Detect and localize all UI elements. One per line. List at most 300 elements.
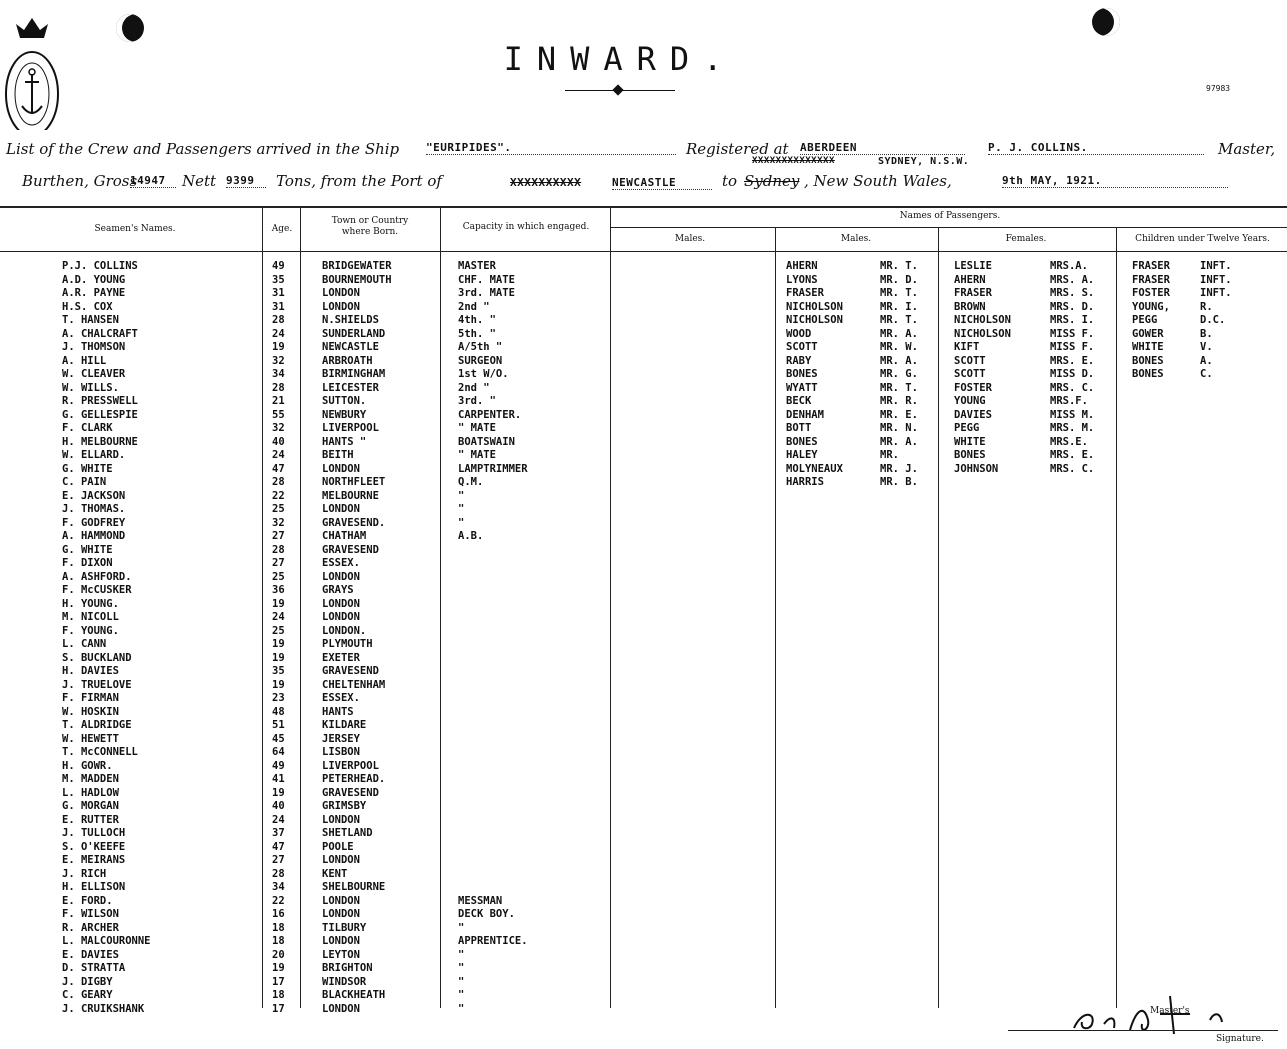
- male-passenger-title: MR. A.: [880, 435, 918, 448]
- crew-name: A. CHALCRAFT: [62, 327, 138, 340]
- crew-capacity: [458, 787, 528, 801]
- crew-age: 35: [272, 273, 285, 286]
- crew-name: W. ELLARD.: [62, 449, 126, 461]
- crew-town: ARBROATH: [322, 354, 373, 367]
- binding-hole-left-icon: [116, 14, 144, 42]
- crew-name: J. CRUIKSHANK: [62, 1002, 145, 1015]
- crew-name: W. CLEAVER: [62, 368, 126, 380]
- crew-capacity: [458, 625, 528, 639]
- crew-capacity: [458, 773, 528, 787]
- col-header-males-1: Males.: [674, 234, 706, 244]
- col-header-passengers: Names of Passengers.: [899, 211, 1001, 221]
- page-title: INWARD.: [503, 40, 737, 78]
- col-divider-age: [262, 208, 263, 1008]
- crew-age: 24: [272, 327, 285, 340]
- crew-capacity: ": [458, 921, 465, 934]
- child-passenger-title: R.: [1200, 300, 1213, 313]
- crew-name: E. DAVIES: [62, 948, 119, 961]
- crew-capacity: [458, 827, 528, 841]
- crew-town: BIRMINGHAM: [322, 368, 386, 380]
- to-label: to: [722, 172, 738, 190]
- crew-name: J. THOMAS.: [62, 503, 126, 515]
- crew-capacity: [458, 679, 528, 693]
- male-passenger-title: MR. T.: [880, 381, 918, 394]
- crew-capacity: [458, 571, 528, 585]
- crew-town: WINDSOR: [322, 975, 367, 988]
- col-divider-children: [1116, 227, 1117, 1008]
- crew-name: S. BUCKLAND: [62, 651, 132, 664]
- passenger-subheader-rule: [610, 227, 1287, 228]
- crew-town: NORTHFLEET: [322, 476, 386, 488]
- crew-town: LONDON: [322, 503, 360, 515]
- crew-ages-column: [272, 260, 285, 1016]
- crew-name: L. MALCOURONNE: [62, 935, 151, 947]
- crew-age: 19: [272, 678, 285, 691]
- crew-town: GRAVESEND: [322, 665, 379, 677]
- crew-town: BRIGHTON: [322, 962, 373, 974]
- crew-name: F. McCUSKER: [62, 584, 132, 596]
- male-passenger-title: MR. J.: [880, 462, 918, 475]
- binding-hole-right-icon: [1092, 8, 1120, 36]
- nett-tonnage: 9399: [226, 174, 266, 188]
- crew-name: J. RICH: [62, 867, 107, 880]
- male-passenger-title: MR. T.: [880, 287, 918, 299]
- crew-capacity: A/5th ": [458, 341, 503, 353]
- crew-name: T. McCONNELL: [62, 746, 138, 758]
- crew-capacity: [458, 841, 528, 855]
- crew-town: GRAYS: [322, 584, 354, 596]
- crew-name: L. CANN: [62, 638, 107, 650]
- crew-name: H.S. COX: [62, 300, 113, 313]
- crew-capacity: DECK BOY.: [458, 908, 515, 920]
- crew-town: BLACKHEATH: [322, 989, 386, 1001]
- crew-age: 28: [272, 314, 285, 326]
- crew-town: JERSEY: [322, 732, 360, 745]
- female-passenger-surname: BROWN: [954, 300, 986, 313]
- male-passenger-surname: FRASER: [786, 287, 824, 299]
- crew-town: SUTTON.: [322, 395, 367, 407]
- crew-name: M. MADDEN: [62, 773, 119, 785]
- crew-town: GRAVESEND.: [322, 516, 386, 529]
- crew-capacity: [458, 760, 528, 774]
- crew-age: 41: [272, 773, 285, 785]
- crew-town: LONDON: [322, 813, 360, 826]
- signature-label-2: Signature.: [1216, 1034, 1264, 1044]
- crew-town: GRIMSBY: [322, 800, 367, 812]
- crew-town: BEITH: [322, 449, 354, 461]
- female-passenger-surname: SCOTT: [954, 354, 986, 367]
- crew-town: CHELTENHAM: [322, 678, 386, 691]
- crew-age: 49: [272, 260, 285, 272]
- crew-name: J. TULLOCH: [62, 827, 126, 839]
- male-passenger-surname: HARRIS: [786, 476, 824, 488]
- crew-age: 19: [272, 651, 285, 664]
- crew-age: 35: [272, 665, 285, 677]
- registered-struck-text: XXXXXXXXXXXXXX: [752, 156, 835, 166]
- child-passenger-title: D.C.: [1200, 314, 1226, 326]
- male-passenger-surname: WOOD: [786, 327, 812, 340]
- female-passenger-title: MRS. S.: [1050, 287, 1095, 299]
- crew-capacity: 5th. ": [458, 327, 496, 340]
- crew-age: 49: [272, 759, 285, 772]
- crew-town: BRIDGEWATER: [322, 260, 392, 272]
- female-passenger-surname: FRASER: [954, 287, 992, 299]
- female-passenger-surname: LESLIE: [954, 260, 992, 272]
- child-passenger-surname: BONES: [1132, 354, 1164, 367]
- form-number: 97983: [1206, 84, 1231, 93]
- crew-age: 20: [272, 948, 285, 961]
- female-passenger-title: MRS.A.: [1050, 260, 1088, 272]
- crew-town: LIVERPOOL: [322, 422, 379, 434]
- crew-town: BOURNEMOUTH: [322, 273, 392, 286]
- child-passenger-surname: BONES: [1132, 368, 1164, 380]
- crew-capacity: [458, 611, 528, 625]
- crew-capacity: CARPENTER.: [458, 408, 522, 421]
- crew-name: G. WHITE: [62, 462, 113, 475]
- ship-name: "EURIPIDES".: [426, 141, 676, 155]
- crew-capacity: [458, 868, 528, 882]
- male-passenger-surname: HALEY: [786, 449, 818, 461]
- crew-name: R. PRESSWELL: [62, 395, 138, 407]
- col-header-seamen: Seamen's Names.: [94, 224, 176, 234]
- male-passenger-surname: BOTT: [786, 422, 812, 434]
- male-passenger-title: MR. R.: [880, 395, 918, 407]
- crew-name: H. ELLISON: [62, 881, 126, 893]
- crew-name: A.D. YOUNG: [62, 273, 126, 286]
- female-passenger-title: MRS. E.: [1050, 354, 1095, 367]
- crew-capacity: BOATSWAIN: [458, 435, 515, 448]
- crew-town: GRAVESEND: [322, 786, 379, 799]
- female-passenger-surname: AHERN: [954, 273, 986, 286]
- signature-line: [1008, 1030, 1278, 1031]
- male-passenger-title: MR. D.: [880, 273, 918, 286]
- shipping-office-seal: [2, 10, 62, 130]
- crew-age: 37: [272, 827, 285, 839]
- crew-capacity: [458, 665, 528, 679]
- crew-names-column: [62, 260, 151, 1016]
- crew-age: 21: [272, 395, 285, 407]
- crew-age: 34: [272, 881, 285, 893]
- crew-capacity: APPRENTICE.: [458, 935, 528, 947]
- male-passenger-surname: AHERN: [786, 260, 818, 272]
- from-port-struck: XXXXXXXXXX: [510, 176, 582, 189]
- crew-age: 22: [272, 489, 285, 502]
- col-header-capacity: Capacity in which engaged.: [462, 222, 590, 232]
- crew-capacity: SURGEON: [458, 354, 503, 367]
- female-passenger-title: MRS. D.: [1050, 300, 1095, 313]
- crew-age: 32: [272, 422, 285, 434]
- col-header-children: Children under Twelve Years.: [1135, 234, 1270, 244]
- crew-age: 45: [272, 732, 285, 745]
- crew-town: LIVERPOOL: [322, 759, 379, 772]
- crew-capacity: CHF. MATE: [458, 273, 515, 286]
- crew-town: EXETER: [322, 651, 360, 664]
- crew-name: F. GODFREY: [62, 516, 126, 529]
- female-passenger-title: MISS M.: [1050, 408, 1095, 421]
- crew-age: 64: [272, 746, 285, 758]
- gross-tonnage: 14947: [130, 174, 176, 188]
- crew-capacity: [458, 638, 528, 652]
- crew-name: J. TRUELOVE: [62, 678, 132, 691]
- male-passenger-surname: WYATT: [786, 381, 818, 394]
- crew-age: 31: [272, 287, 285, 299]
- crew-name: E. RUTTER: [62, 813, 119, 826]
- crew-age: 19: [272, 597, 285, 610]
- crew-name: H. DAVIES: [62, 665, 119, 677]
- female-passenger-surname: YOUNG: [954, 395, 986, 407]
- crew-age: 40: [272, 800, 285, 812]
- male-passenger-surname: BONES: [786, 368, 818, 380]
- child-passenger-surname: FRASER: [1132, 273, 1170, 286]
- crew-name: J. THOMSON: [62, 341, 126, 353]
- crew-age: 23: [272, 692, 285, 704]
- crew-name: H. YOUNG.: [62, 597, 119, 610]
- female-passenger-surname: JOHNSON: [954, 462, 999, 475]
- crew-age: 17: [272, 1002, 285, 1015]
- child-passenger-surname: WHITE: [1132, 341, 1164, 353]
- crew-town: LONDON: [322, 854, 360, 866]
- crew-age: 16: [272, 908, 285, 920]
- header-list-label: List of the Crew and Passengers arrived in the Ship: [6, 140, 400, 158]
- crew-town: SHELBOURNE: [322, 881, 386, 893]
- crew-age: 40: [272, 435, 285, 448]
- child-passenger-title: INFT.: [1200, 260, 1232, 272]
- crew-age: 32: [272, 516, 285, 529]
- crew-capacity: A.B.: [458, 530, 484, 542]
- female-passenger-surname: BONES: [954, 449, 986, 461]
- crew-name: E. FORD.: [62, 894, 113, 907]
- female-passenger-title: MRS. E.: [1050, 449, 1095, 461]
- crew-town: LONDON: [322, 287, 360, 299]
- male-passenger-titles: [880, 260, 918, 490]
- crew-age: 47: [272, 462, 285, 475]
- crew-town: LONDON: [322, 894, 360, 907]
- master-name: P. J. COLLINS.: [988, 141, 1204, 155]
- crew-name: E. MEIRANS: [62, 854, 126, 866]
- crew-name: G. WHITE: [62, 543, 113, 556]
- crew-name: M. NICOLL: [62, 611, 119, 623]
- crew-name: D. STRATTA: [62, 962, 126, 974]
- crew-age: 28: [272, 476, 285, 488]
- crew-capacity: [458, 854, 528, 868]
- crew-age: 24: [272, 449, 285, 461]
- male-passenger-title: MR. T.: [880, 260, 918, 272]
- crew-town: HANTS ": [322, 435, 367, 448]
- crew-town: LONDON: [322, 597, 360, 610]
- crew-capacity: ": [458, 948, 465, 961]
- crew-age: 34: [272, 368, 285, 380]
- male-passenger-surname: BONES: [786, 435, 818, 448]
- crew-age: 19: [272, 341, 285, 353]
- child-passenger-title: V.: [1200, 341, 1213, 353]
- crew-capacity: [458, 706, 528, 720]
- female-passenger-title: MISS D.: [1050, 368, 1095, 380]
- crew-capacity: [458, 881, 528, 895]
- destination-port: SYDNEY, N.S.W.: [878, 156, 970, 167]
- signature-label-1: Master's: [1150, 1006, 1190, 1016]
- male-passenger-title: MR. W.: [880, 341, 918, 353]
- registered-label: Registered at: [686, 140, 789, 158]
- crew-age: 51: [272, 719, 285, 731]
- crew-town: POOLE: [322, 840, 354, 853]
- crew-age: 24: [272, 611, 285, 623]
- crew-towns-column: [322, 260, 392, 1016]
- female-passenger-surname: NICHOLSON: [954, 327, 1011, 340]
- crew-name: F. CLARK: [62, 422, 113, 434]
- burthen-label: Burthen, Gross: [22, 172, 138, 190]
- col-divider-capacity: [440, 208, 441, 1008]
- male-passenger-title: MR. I.: [880, 300, 918, 313]
- crew-town: ESSEX.: [322, 557, 360, 569]
- female-passenger-surname: DAVIES: [954, 408, 992, 421]
- male-passenger-surname: NICHOLSON: [786, 314, 843, 326]
- crew-town: SUNDERLAND: [322, 327, 386, 340]
- child-passenger-surnames: [1132, 260, 1170, 382]
- crew-name: H. GOWR.: [62, 759, 113, 772]
- crew-name: S. O'KEEFE: [62, 840, 126, 853]
- col-divider-town: [300, 208, 301, 1008]
- crew-age: 17: [272, 975, 285, 988]
- male-passenger-title: MR. A.: [880, 354, 918, 367]
- crew-age: 25: [272, 624, 285, 637]
- crew-capacity: ": [458, 962, 465, 974]
- crew-age: 19: [272, 962, 285, 974]
- crew-name: F. FIRMAN: [62, 692, 119, 704]
- crew-age: 19: [272, 786, 285, 799]
- col-header-males-2: Males.: [840, 234, 872, 244]
- female-passenger-surname: PEGG: [954, 422, 980, 434]
- crew-town: LISBON: [322, 746, 360, 758]
- child-passenger-title: C.: [1200, 368, 1213, 380]
- title-ornament-diamond: [612, 84, 623, 95]
- male-passenger-title: MR. G.: [880, 368, 918, 380]
- col-header-age: Age.: [271, 224, 293, 234]
- arrival-date: 9th MAY, 1921.: [1002, 174, 1228, 188]
- crew-age: 55: [272, 408, 285, 421]
- male-passenger-surname: NICHOLSON: [786, 300, 843, 313]
- crew-name: F. DIXON: [62, 557, 113, 569]
- crew-age: 18: [272, 921, 285, 934]
- crew-capacity: 2nd ": [458, 381, 490, 394]
- crew-name: W. HOSKIN: [62, 705, 119, 718]
- female-passenger-surnames: [954, 260, 1011, 476]
- child-passenger-titles: [1200, 260, 1232, 382]
- registered-at: ABERDEEN: [800, 141, 965, 155]
- crew-capacity: ": [458, 1002, 465, 1015]
- male-passenger-title: MR. E.: [880, 408, 918, 421]
- child-passenger-surname: PEGG: [1132, 314, 1158, 326]
- child-passenger-surname: GOWER: [1132, 327, 1164, 340]
- crew-name: T. ALDRIDGE: [62, 719, 132, 731]
- crew-capacity: ": [458, 516, 465, 529]
- female-passenger-surname: KIFT: [954, 341, 980, 353]
- male-passenger-title: MR.: [880, 449, 899, 461]
- child-passenger-title: B.: [1200, 327, 1213, 340]
- female-passenger-surname: WHITE: [954, 435, 986, 448]
- child-passenger-title: A.: [1200, 354, 1213, 367]
- crew-name: J. DIGBY: [62, 975, 113, 988]
- nett-label: Nett: [182, 172, 217, 190]
- crew-capacity: [458, 584, 528, 598]
- crew-name: H. MELBOURNE: [62, 435, 138, 448]
- crew-town: LONDON: [322, 300, 360, 313]
- child-passenger-title: INFT.: [1200, 287, 1232, 299]
- crew-capacity: " MATE: [458, 449, 496, 461]
- crew-capacity: 3rd. MATE: [458, 287, 515, 299]
- crew-name: E. JACKSON: [62, 489, 126, 502]
- crew-town: TILBURY: [322, 921, 367, 934]
- crew-capacity: [458, 692, 528, 706]
- crew-age: 47: [272, 840, 285, 853]
- crew-name: G. GELLESPIE: [62, 408, 138, 421]
- crew-capacity: 1st W/O.: [458, 368, 509, 380]
- crew-town: NEWBURY: [322, 408, 367, 421]
- crew-town: MELBOURNE: [322, 489, 379, 502]
- child-passenger-surname: FRASER: [1132, 260, 1170, 272]
- crew-capacity: Q.M.: [458, 476, 484, 488]
- crew-capacity: ": [458, 989, 465, 1001]
- crew-age: 28: [272, 381, 285, 394]
- crew-age: 27: [272, 854, 285, 866]
- crew-name: A. ASHFORD.: [62, 570, 132, 583]
- crew-town: LONDON: [322, 935, 360, 947]
- crew-age: 18: [272, 989, 285, 1001]
- crew-town: ESSEX.: [322, 692, 360, 704]
- male-passenger-surname: BECK: [786, 395, 812, 407]
- crew-town: HANTS: [322, 705, 354, 718]
- crew-capacity: [458, 598, 528, 612]
- female-passenger-title: MRS.F.: [1050, 395, 1088, 407]
- crew-age: 36: [272, 584, 285, 596]
- female-passenger-title: MISS F.: [1050, 341, 1095, 353]
- crew-name: A.R. PAYNE: [62, 287, 126, 299]
- crew-capacity: 4th. ": [458, 314, 496, 326]
- crew-age: 32: [272, 354, 285, 367]
- crew-age: 22: [272, 894, 285, 907]
- master-label: Master,: [1218, 140, 1276, 158]
- crew-capacity: [458, 746, 528, 760]
- crew-name: L. HADLOW: [62, 786, 119, 799]
- male-passenger-title: MR. T.: [880, 314, 918, 326]
- child-passenger-title: INFT.: [1200, 273, 1232, 286]
- male-passenger-surnames: [786, 260, 843, 490]
- crew-age: 48: [272, 705, 285, 718]
- crew-name: A. HILL: [62, 354, 107, 367]
- crew-town: PETERHEAD.: [322, 773, 386, 785]
- female-passenger-title: MRS. M.: [1050, 422, 1095, 434]
- crew-age: 27: [272, 557, 285, 569]
- crew-town: LONDON: [322, 908, 360, 920]
- crew-town: KILDARE: [322, 719, 367, 731]
- crew-age: 18: [272, 935, 285, 947]
- crew-age: 25: [272, 503, 285, 515]
- male-passenger-title: MR. N.: [880, 422, 918, 434]
- crew-town: N.SHIELDS: [322, 314, 379, 326]
- crew-name: W. HEWETT: [62, 732, 119, 745]
- crew-name: R. ARCHER: [62, 921, 119, 934]
- col-header-females: Females.: [1005, 234, 1047, 244]
- crew-town: LEICESTER: [322, 381, 379, 394]
- crew-name: C. GEARY: [62, 989, 113, 1001]
- crew-age: 28: [272, 543, 285, 556]
- crew-capacity: ": [458, 489, 465, 502]
- col-header-town: Town or Country where Born.: [331, 216, 409, 237]
- crew-name: P.J. COLLINS: [62, 260, 138, 272]
- crew-name: F. YOUNG.: [62, 624, 119, 637]
- table-top-rule: [0, 206, 1287, 208]
- crew-capacity: [458, 814, 528, 828]
- crew-town: LONDON: [322, 1002, 360, 1015]
